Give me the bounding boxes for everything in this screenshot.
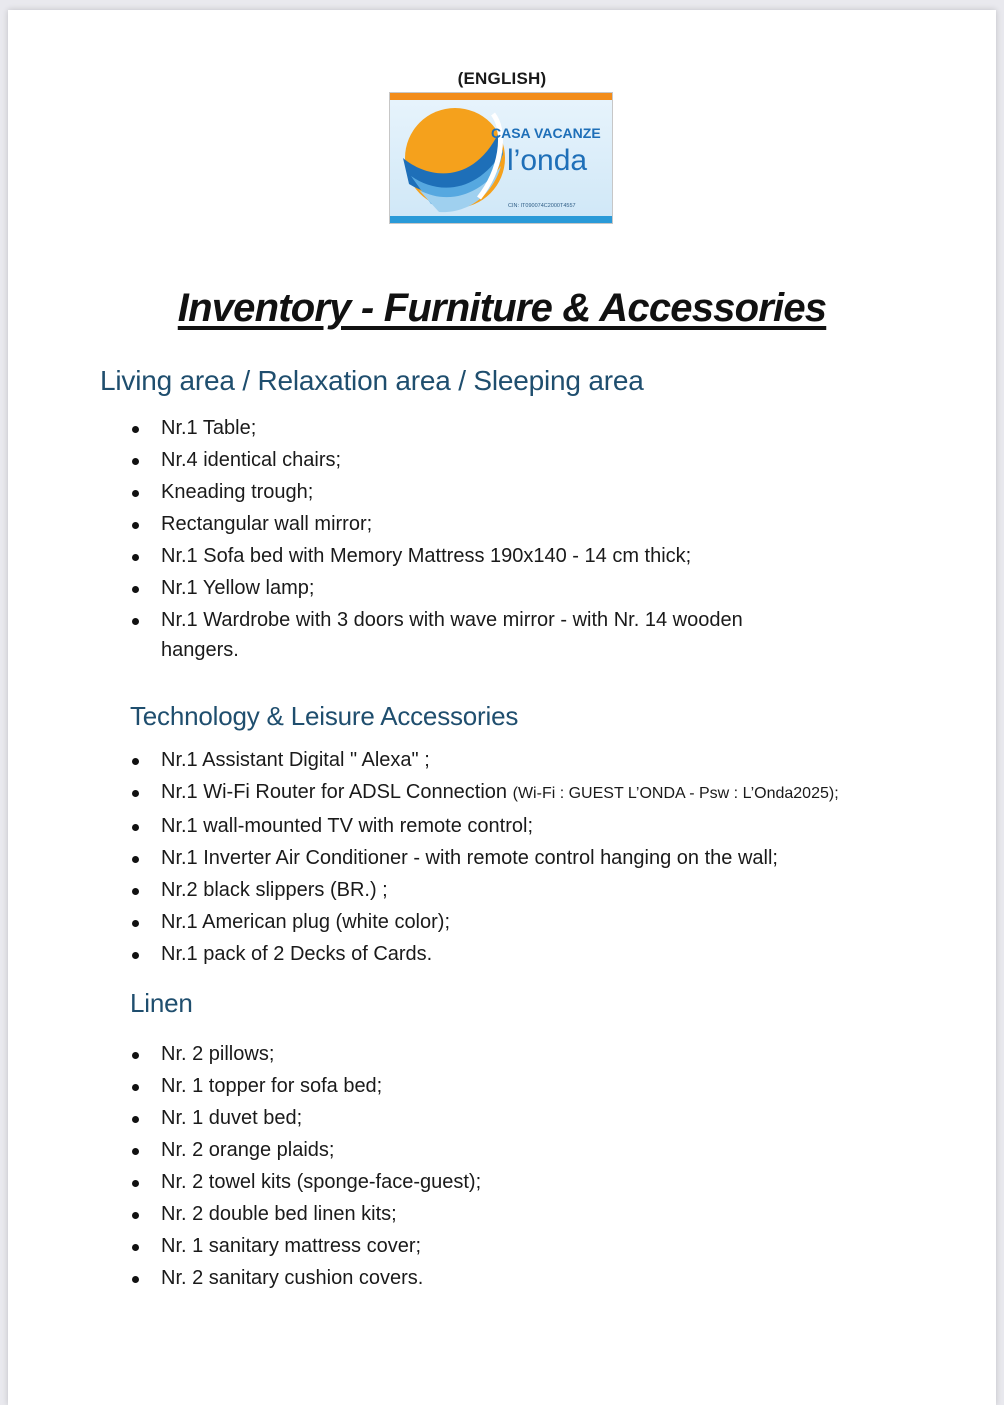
list-item: Nr.1 American plug (white color);: [130, 907, 910, 937]
logo-graphic: [389, 92, 613, 224]
living-area-list: [130, 413, 910, 667]
list-item-wifi-router: [130, 777, 910, 809]
linen-list: [130, 1039, 910, 1295]
casa-vacanze-logo: [389, 92, 613, 224]
list-item: Nr.4 identical chairs;: [130, 445, 910, 475]
list-item: Nr.1 Wardrobe with 3 doors with wave mirror - with Nr. 14 wooden hangers.: [130, 605, 821, 665]
list-item: Nr. 2 pillows;: [130, 1039, 910, 1069]
list-item: Nr. 1 topper for sofa bed;: [130, 1071, 910, 1101]
list-item: Nr.1 pack of 2 Decks of Cards.: [130, 939, 910, 969]
list-item: Nr.1 Assistant Digital " Alexa" ;: [130, 745, 910, 775]
wifi-credentials-note: (Wi-Fi : GUEST L’ONDA - Psw : L’Onda2025);: [512, 785, 839, 802]
list-item: Kneading trough;: [130, 477, 910, 507]
list-item: Nr. 2 orange plaids;: [130, 1135, 910, 1165]
list-item: Rectangular wall mirror;: [130, 509, 910, 539]
list-item: Nr. 1 duvet bed;: [130, 1103, 910, 1133]
logo-brand-name: l’onda: [507, 144, 588, 177]
list-item: Nr.1 Inverter Air Conditioner - with remote control hanging on the wall;: [130, 843, 910, 873]
list-item: Nr.1 wall-mounted TV with remote control;: [130, 811, 910, 841]
list-item: Nr. 2 sanitary cushion covers.: [130, 1263, 910, 1293]
list-item: Nr. 2 towel kits (sponge-face-guest);: [130, 1167, 910, 1197]
list-item: Nr.1 Sofa bed with Memory Mattress 190x140 - 14 cm thick;: [130, 541, 910, 571]
list-item: Nr.2 black slippers (BR.) ;: [130, 875, 910, 905]
list-item: Nr. 1 sanitary mattress cover;: [130, 1231, 910, 1261]
language-label: (ENGLISH): [457, 69, 547, 88]
logo-bottom-bar: [389, 216, 613, 224]
list-item: Nr.1 Yellow lamp;: [130, 573, 910, 603]
list-item: Nr. 2 double bed linen kits;: [130, 1199, 910, 1229]
technology-list: [130, 745, 910, 971]
logo-top-bar: [389, 92, 613, 100]
section-title-living-area: Living area / Relaxation area / Sleeping area: [100, 365, 644, 396]
logo-code: CIN: IT090074C2000T4557: [508, 203, 576, 209]
page-title: Inventory - Furniture & Accessories: [177, 286, 827, 330]
list-item: Nr.1 Table;: [130, 413, 910, 443]
logo-brand-top: CASA VACANZE: [491, 125, 601, 141]
section-title-technology: Technology & Leisure Accessories: [130, 701, 519, 731]
section-title-linen: Linen: [130, 988, 193, 1018]
wifi-router-text: Nr.1 Wi-Fi Router for ADSL Connection: [161, 781, 508, 803]
